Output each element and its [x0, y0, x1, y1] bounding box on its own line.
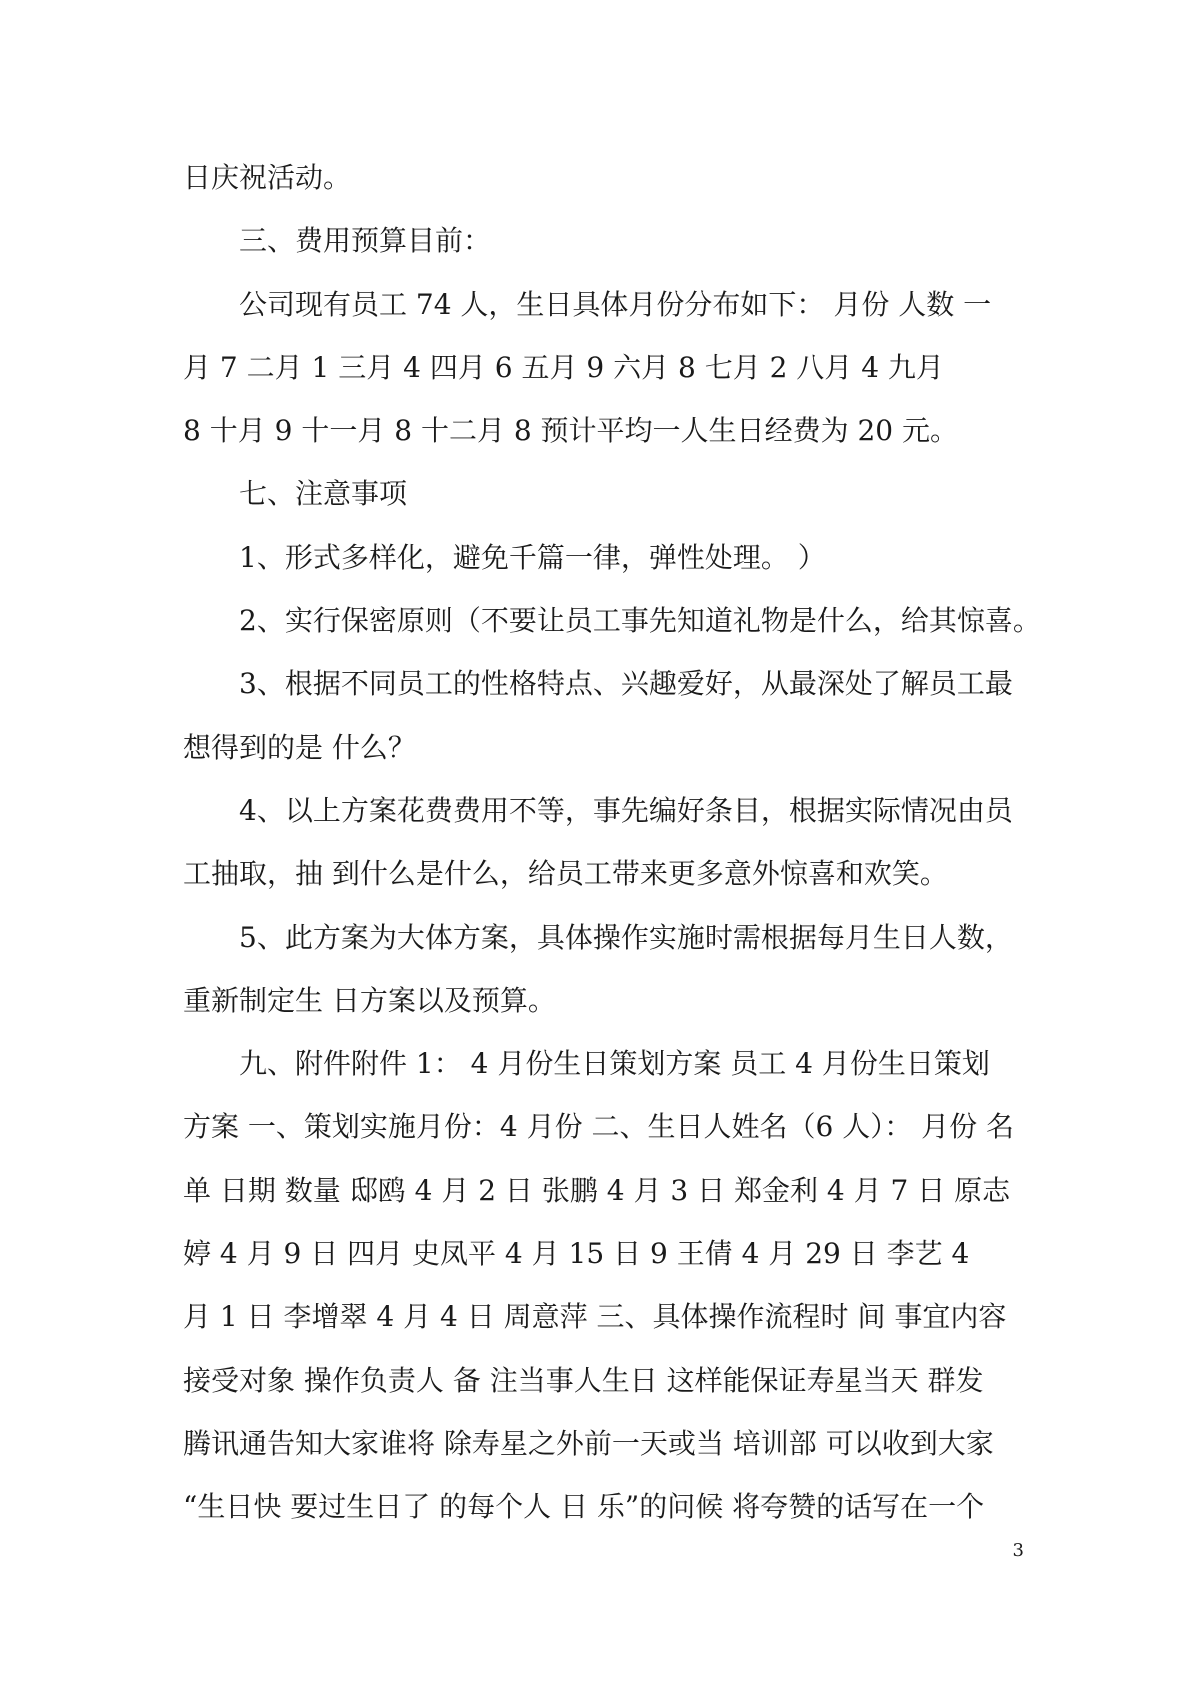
text-line: 婷 4 月 9 日 四月 史凤平 4 月 15 日 9 王倩 4 月 29 日 李艺 4: [183, 1237, 970, 1271]
list-item: 3、根据不同员工的性格特点、兴趣爱好，从最深处了解员工最: [239, 667, 1013, 701]
list-item: 1、形式多样化，避免千篇一律，弹性处理。 ）: [239, 540, 826, 574]
text-line: 工抽取，抽 到什么是什么，给员工带来更多意外惊喜和欢笑。: [183, 857, 948, 891]
text-line: “生日快 要过生日了 的每个人 日 乐”的问候 将夸赞的话写在一个: [183, 1490, 985, 1524]
section-heading-budget: 三、费用预算目前：: [239, 224, 492, 258]
section-heading-attachments: 九、附件附件 1： 4 月份生日策划方案 员工 4 月份生日策划: [239, 1047, 990, 1081]
body-text: [183, 146, 1041, 1539]
section-heading-notes: 七、注意事项: [239, 477, 408, 511]
text-line: 重新制定生 日方案以及预算。: [183, 983, 556, 1017]
text-line: 日庆祝活动。: [183, 161, 352, 194]
text-line: 月 7 二月 1 三月 4 四月 6 五月 9 六月 8 七月 2 八月 4 九月: [183, 350, 944, 384]
list-item: 4、以上方案花费费用不等，事先编好条目，根据实际情况由员: [239, 793, 1013, 827]
text-line: 方案 一、策划实施月份：4 月份 二、生日人姓名（6 人）： 月份 名: [183, 1110, 1015, 1144]
list-item: 2、实行保密原则（不要让员工事先知道礼物是什么，给其惊喜。: [239, 604, 1041, 638]
text-line: 想得到的是 什么？: [183, 730, 416, 764]
text-line: 接受对象 操作负责人 备 注当事人生日 这样能保证寿星当天 群发: [183, 1363, 984, 1397]
paragraph-line: 公司现有员工 74 人，生日具体月份分布如下： 月份 人数 一: [239, 287, 992, 321]
text-line: 月 1 日 李增翠 4 月 4 日 周意萍 三、具体操作流程时 间 事宜内容: [183, 1300, 1007, 1334]
list-item: 5、此方案为大体方案，具体操作实施时需根据每月生日人数，: [239, 920, 1013, 954]
page-number: 3: [1012, 1540, 1024, 1561]
text-line: 腾讯通告知大家谁将 除寿星之外前一天或当 培训部 可以收到大家: [183, 1426, 994, 1460]
text-line: 8 十月 9 十一月 8 十二月 8 预计平均一人生日经费为 20 元。: [183, 414, 958, 448]
text-line: 单 日期 数量 邸鸥 4 月 2 日 张鹏 4 月 3 日 郑金利 4 月 7 日 原志: [183, 1173, 1011, 1207]
